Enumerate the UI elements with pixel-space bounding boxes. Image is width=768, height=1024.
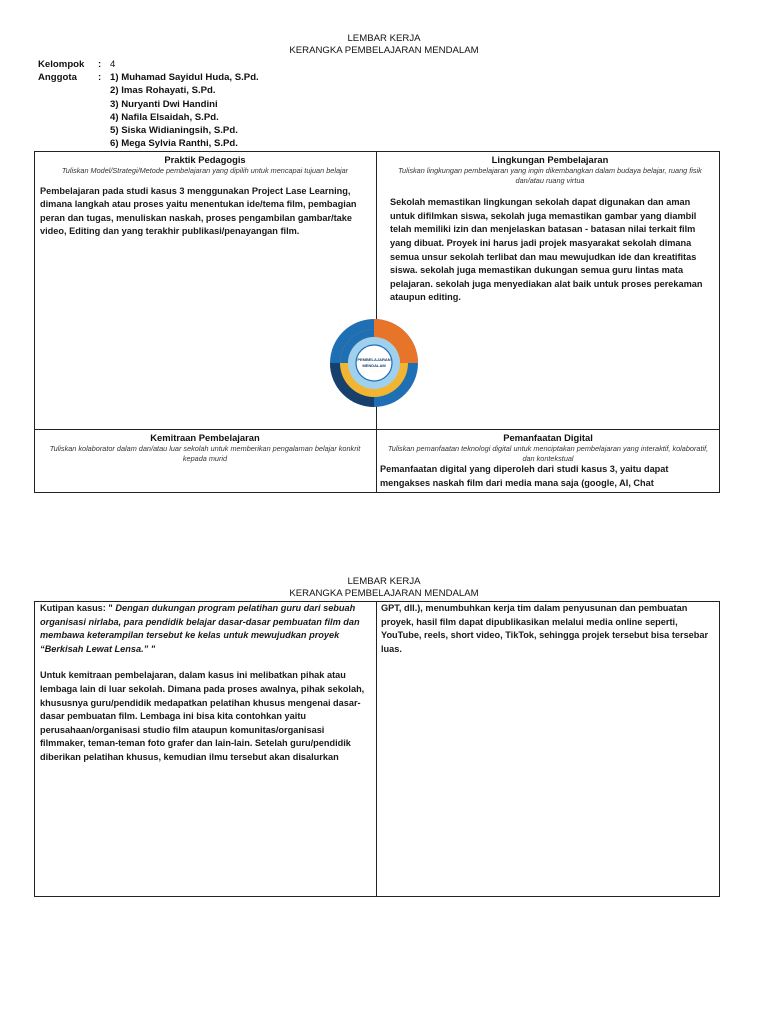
case-quote bbox=[40, 602, 370, 656]
cell-praktik-pedagogis bbox=[40, 154, 370, 239]
members-list bbox=[110, 71, 259, 151]
members-label: Anggota bbox=[38, 72, 77, 84]
member-item: 6) Mega Sylvia Ranthi, S.Pd. bbox=[110, 138, 238, 150]
group-meta bbox=[38, 58, 115, 85]
colon: : bbox=[98, 59, 102, 70]
page1-subtitle: KERANGKA PEMBELAJARAN MENDALAM bbox=[289, 45, 479, 56]
cell-kemitraan-continued bbox=[40, 602, 370, 765]
cell-kemitraan-pembelajaran bbox=[40, 432, 370, 463]
cell-body: Pembelajaran pada studi kasus 3 menggunakan Project Lase Learning, dimana langkah atau proses yaitu menentukan ide/tema film, pembagian peran dan tugas, menuliskan naskah, proses pengambilan gambar/take video, Editing dan yang terakhir publikasi/penayangan film. bbox=[40, 185, 357, 237]
page1-title: LEMBAR KERJA bbox=[347, 33, 421, 44]
quote-text: Dengan dukungan program pelatihan guru dari sebuah organisasi nirlaba, para pendidik belajar dasar-dasar pembuatan film dan membawa keterampilan tersebut ke kelas untuk mewujudkan proyek “Berkisah Lewat Lensa.” " bbox=[40, 603, 360, 654]
member-item: 5) Siska Widianingsih, S.Pd. bbox=[110, 125, 238, 137]
quote-label: Kutipan kasus: " bbox=[40, 603, 113, 613]
cell-body: Pemanfaatan digital yang diperoleh dari studi kasus 3, yaitu dapat mengakses naskah film dari media mana saja (google, AI, Chat bbox=[380, 464, 669, 488]
colon: : bbox=[98, 72, 102, 84]
diagram-center-line-1: PEMBELAJARAN bbox=[357, 357, 391, 362]
group-value: 4 bbox=[110, 59, 116, 70]
cell-heading: Pemanfaatan Digital bbox=[503, 432, 593, 443]
cell-body: Untuk kemitraan pembelajaran, dalam kasus ini melibatkan pihak atau lembaga lain di luar sekolah. Dimana pada proses awalnya, pihak sekolah, khususnya guru/pendidik medapatkan pelatihan khusus mengenai dasar-dasar pembuatan film. Lembaga ini bisa kita contohkan yaitu perusahaan/organisasi studio film ataupun komunitas/organisasi filmmaker, teman-teman foto grafer dan lain-lain. Setelah guru/pendidik diberikan pelatihan khusus, kemudian ilmu tersebut akan disalurkan bbox=[40, 670, 365, 762]
member-item: 2) Imas Rohayati, S.Pd. bbox=[110, 85, 216, 97]
member-item: 1) Muhamad Sayidul Huda, S.Pd. bbox=[110, 72, 259, 83]
cell-hint: Tuliskan lingkungan pembelajaran yang ingin dikembangkan dalam budaya belajar, ruang fisik dan/atau ruang virtua bbox=[398, 166, 702, 185]
cell-hint: Tuliskan kolaborator dalam dan/atau luar sekolah untuk memberikan pengalaman belajar konkrit kepada murid bbox=[49, 444, 361, 463]
cell-heading: Praktik Pedagogis bbox=[164, 154, 246, 165]
cell-body: Sekolah memastikan lingkungan sekolah dapat digunakan dan aman untuk difilmkan siswa, sekolah juga memastikan gambar yang diambil telah memiliki izin dan menjelaskan batasan - batasan nilai terkait film yang dibuat. Proyek ini harus jadi projek masyarakat sekolah dimana semua unsur sekolah terlibat dan mau mewujudkan ide dan kreatifitas siswa. sekolah juga memastikan dukungan semua guru lintas mata pelajaran. sekolah juga menyediakan alat baik untuk proses perekaman ataupun editing. bbox=[390, 197, 703, 303]
cell-body: GPT, dll.), menumbuhkan kerja tim dalam penyusunan dan pembuatan proyek, hasil film dapat dipublikasikan melalui media online seperti, YouTube, reels, short video, TikTok, sehingga projek tersebut bisa tersebar luas. bbox=[381, 603, 709, 654]
cell-hint: Tuliskan pemanfaatan teknologi digital untuk menciptakan pembelajaran yang interaktif, kolaboratif, dan kontekstual bbox=[387, 444, 709, 463]
cell-heading: Kemitraan Pembelajaran bbox=[150, 432, 260, 443]
cell-hint: Tuliskan Model/Strategi/Metode pembelajaran yang dipilih untuk mencapai tujuan belajar bbox=[61, 166, 349, 175]
cell-pemanfaatan-digital bbox=[380, 432, 716, 490]
cell-digital-continued bbox=[381, 602, 715, 656]
cell-lingkungan-pembelajaran bbox=[384, 154, 716, 305]
grid-divider-vertical bbox=[376, 601, 377, 897]
member-item: 4) Nafila Elsaidah, S.Pd. bbox=[110, 111, 219, 123]
page2-subtitle: KERANGKA PEMBELAJARAN MENDALAM bbox=[289, 588, 479, 599]
deep-learning-diagram bbox=[329, 318, 419, 408]
diagram-center-line-2: MENDALAM bbox=[362, 363, 386, 368]
page2-title: LEMBAR KERJA bbox=[347, 576, 421, 587]
member-item: 3) Nuryanti Dwi Handini bbox=[110, 98, 218, 110]
grid-divider-horizontal bbox=[34, 429, 720, 430]
group-label: Kelompok bbox=[38, 59, 85, 70]
cell-heading: Lingkungan Pembelajaran bbox=[491, 154, 609, 165]
